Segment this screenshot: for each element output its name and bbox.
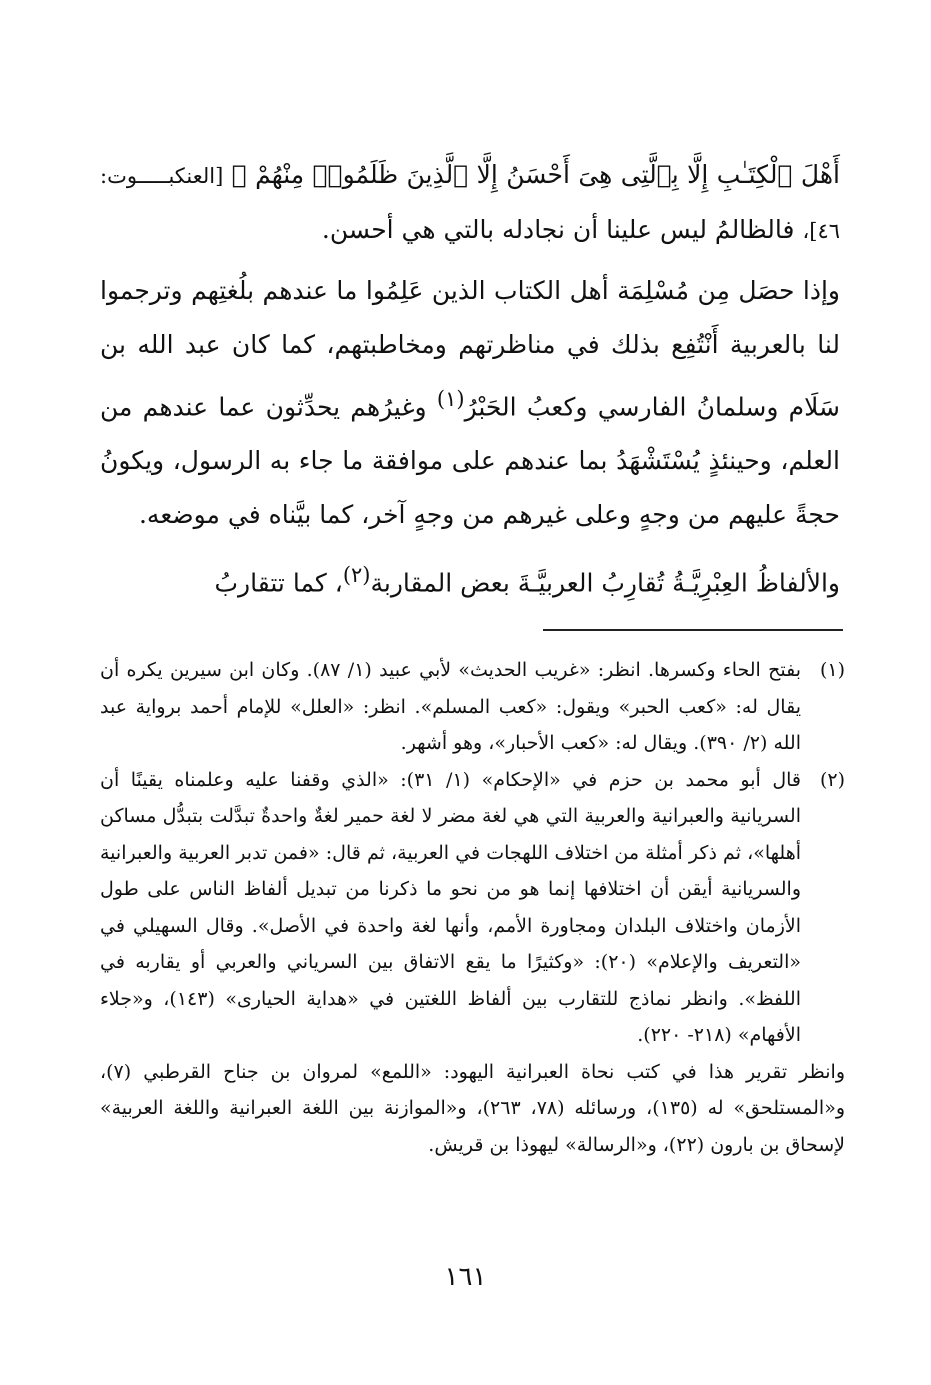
footnote-1: [100, 652, 845, 762]
footnote-1-text: بفتح الحاء وكسرها. انظر: «غريب الحديث» لأبي عبيد (١/ ٨٧). وكان ابن سيرين يكره أن يقال له: «كعب الحبر» ويقول: «كعب المسلم». انظر: «العلل» للإمام أحمد برواية عبد الله (٢/ ٣٩٠). ويقال له: «كعب الأحبار»، وهو أشهر.: [100, 659, 801, 754]
paragraph-2: [100, 264, 840, 542]
footnote-2: [100, 762, 845, 1054]
verse-paragraph: [100, 148, 840, 258]
footnote-2-number: (٢): [819, 768, 845, 791]
footnote-2-continuation: وانظر تقرير هذا في كتب نحاة العبرانية اليهود: «اللمع» لمروان بن جناح القرطبي (٧)، و«المستلحق» له (١٣٥)، ورسائله (٧٨، ٢٦٣)، و«الموازنة بين اللغة العبرانية واللغة العربية» لإسحاق بن بارون (٢٢)، و«الرسالة» ليهوذا بن قريش.: [100, 1060, 846, 1156]
footnote-2-text: قال أبو محمد بن حزم في «الإحكام» (١/ ٣١): «الذي وقفنا عليه وعلمناه يقينًا أن السريانية والعبرانية والعربية التي هي لغة مضر لا لغة حمير لغةٌ واحدةٌ تبدَّلت بتبدُّل مساكن أهلها»، ثم ذكر أمثلة من اختلاف اللهجات في العربية، ثم قال: «فمن تدبر العربية والعبرانية والسريانية أيقن أن اختلافها إنما هو من نحو ما ذكرنا من تبديل ألفاظ الناس على طول الأزمان واختلاف البلدان ومجاورة الأمم، وأنها لغة واحدة في الأصل». وقال السهيلي في «التعريف والإعلام» (٢٠): «وكثيرًا ما يقع الاتفاق بين السرياني والعربي أو يقاربه في اللفظ». وانظر نماذج للتقارب بين ألفاظ اللغتين في «هداية الحيارى» (١٤٣)، و«جلاء الأفهام» (٢١٨- ٢٢٠).: [100, 768, 801, 1046]
verse-reference: [العنكبـــــوت: ٤٦]،: [100, 164, 840, 243]
footnote-marker-1[interactable]: (١): [436, 387, 465, 411]
paragraph-3-continuation: ، كما تتقاربُ: [214, 568, 343, 598]
quran-verse: أَهْلَ ٱلْكِتَـٰبِ إِلَّا بِٱلَّتِى هِىَ أَحْسَنُ إِلَّا ٱلَّذِينَ ظَلَمُوا۟ مِنْهُمْ ﴾: [231, 160, 840, 189]
footnote-marker-2[interactable]: (٢): [342, 563, 371, 588]
footnotes-section: [100, 652, 845, 1163]
paragraph-2-continuation: وغيرُهم يحدِّثون عما عندهم من العلم، وحينئذٍ يُسْتَشْهَدُ بما عندهم على موافقة ما جاء به الرسول، ويكونُ حجةً عليهم من وجهٍ وعلى غيرهم من وجهٍ آخر، كما بيَّناه في موضعه.: [100, 392, 840, 530]
footnote-divider: [543, 629, 843, 631]
footnote-1-number: (١): [819, 659, 845, 681]
paragraph-2-text: وإذا حصَل مِن مُسْلِمَة أهل الكتاب الذين عَلِمُوا ما عندهم بلُغتِهم وترجموا لنا بالعربية أَنْتُفِع بذلك في مناظرتهم ومخاطبتهم، كما كان عبد الله بن سَلَام وسلمانُ الفارسي وكعبُ الحَبْرُ: [100, 276, 840, 422]
page-number: ١٦١: [444, 1262, 487, 1292]
verse-followup-text: فالظالمُ ليس علينا أن نجادله بالتي هي أحسن.: [321, 215, 795, 244]
main-text-body: [100, 148, 840, 611]
paragraph-3-text: والألفاظُ العِبْرِيَّـةُ تُقارِبُ العربيَّـةَ بعض المقاربة: [370, 568, 840, 598]
paragraph-3: [100, 548, 840, 610]
